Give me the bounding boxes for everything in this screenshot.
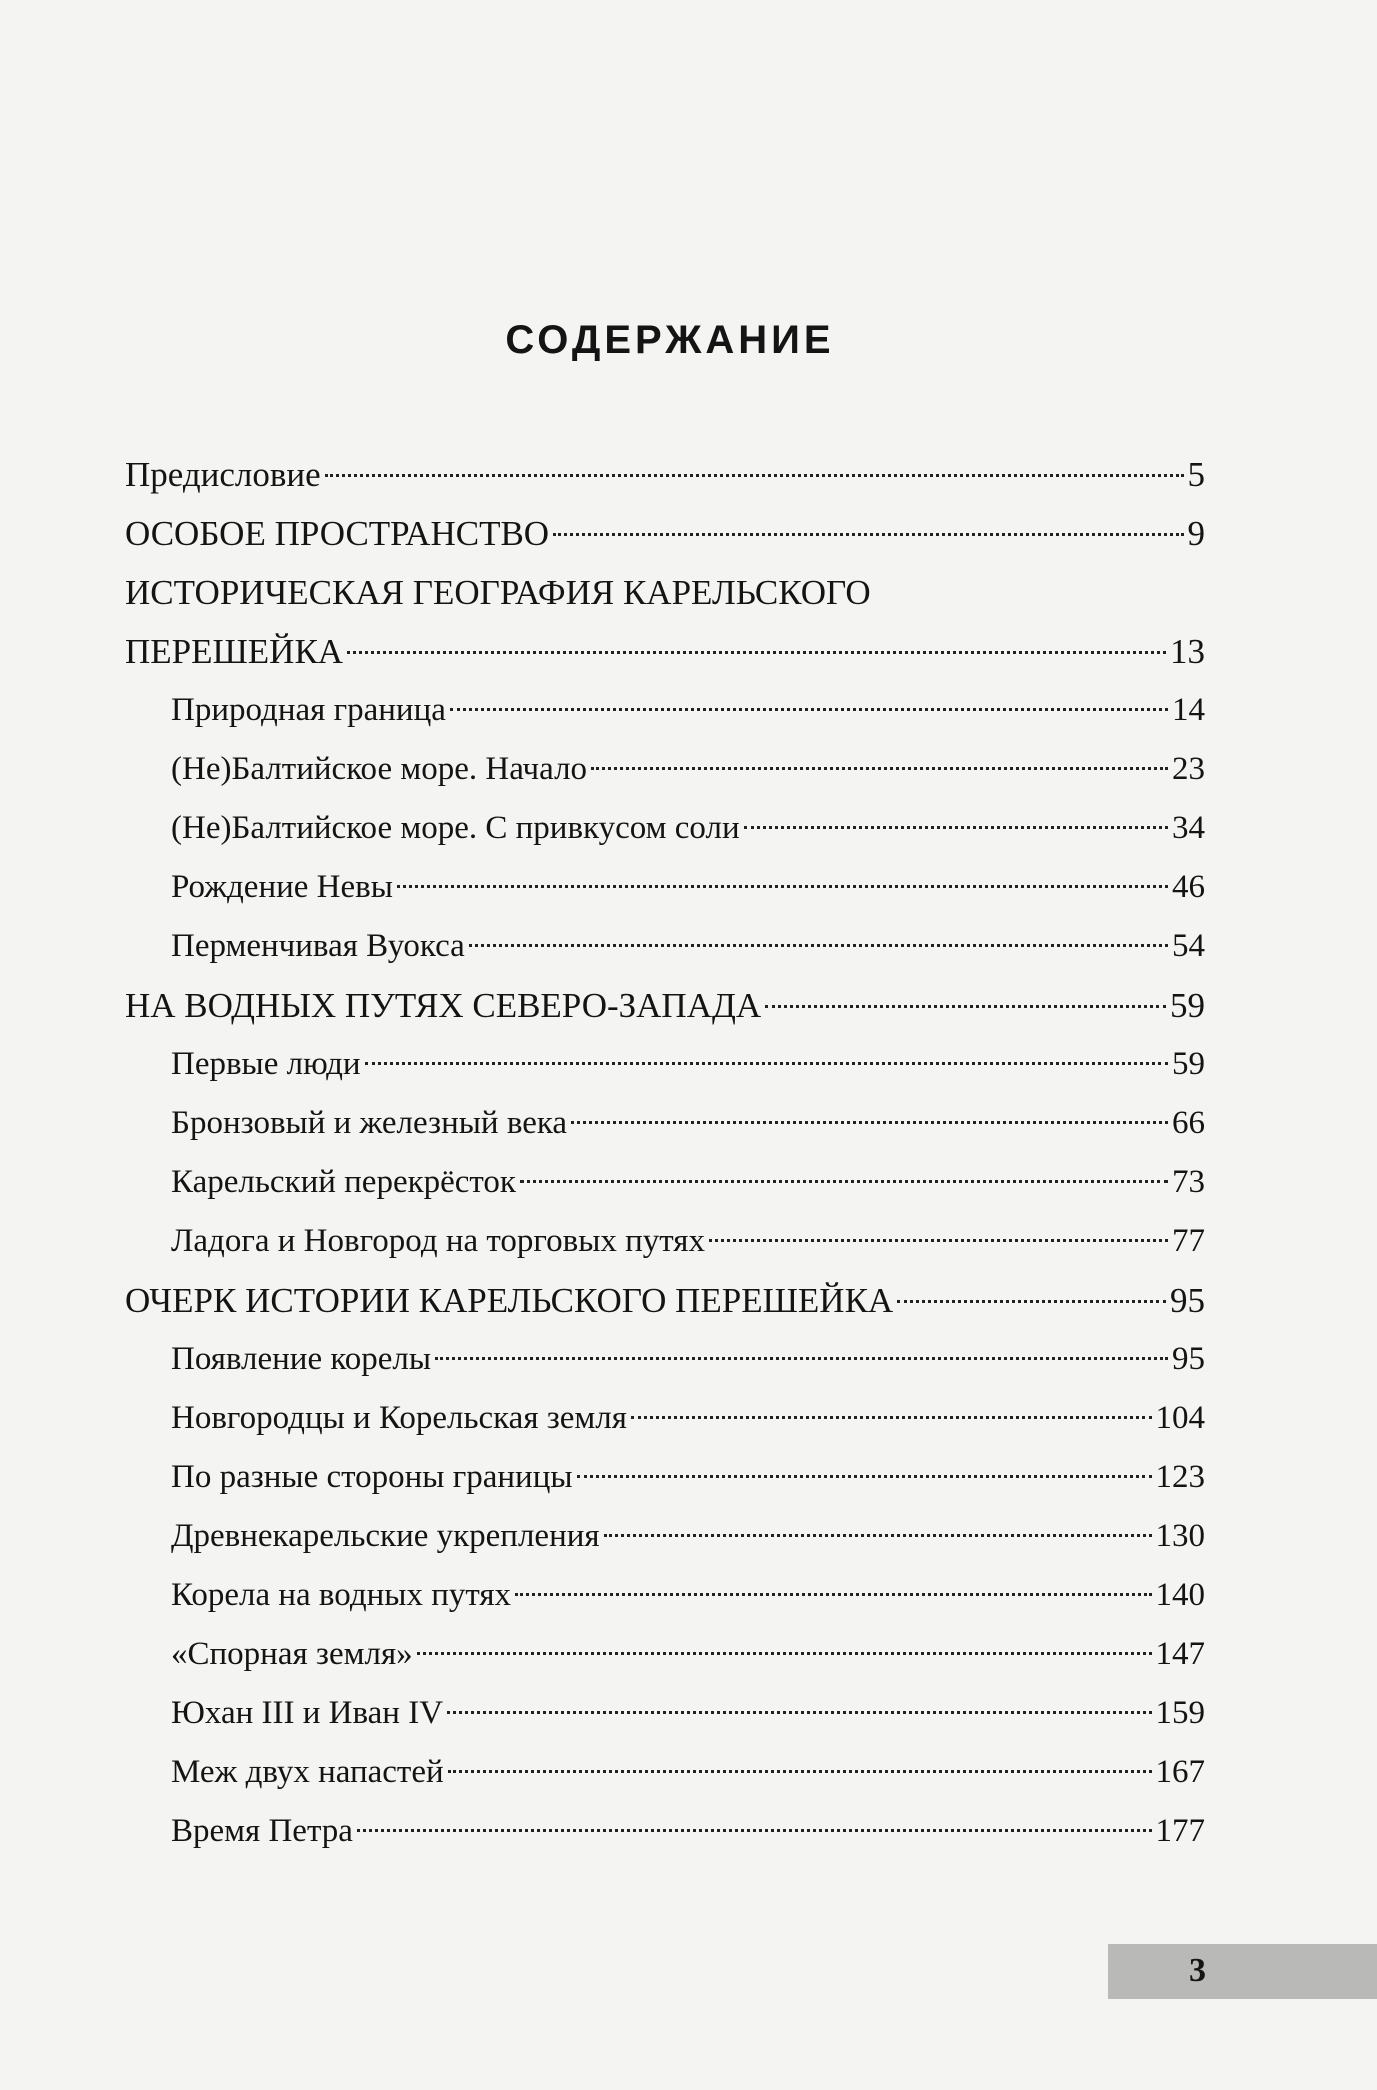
toc-entry-title: Меж двух напастей <box>171 1754 444 1790</box>
toc-entry-title: Ладога и Новгород на торговых путях <box>171 1223 705 1259</box>
toc-entry-page: 123 <box>1155 1459 1205 1495</box>
toc-entry-title: Новгородцы и Корельская земля <box>171 1400 627 1436</box>
dot-leader <box>357 1829 1152 1832</box>
dot-leader <box>397 885 1168 888</box>
dot-leader <box>520 1180 1168 1183</box>
toc-entry-history-essay <box>125 1271 1205 1330</box>
toc-entry-title: Корела на водных путях <box>171 1577 512 1613</box>
toc-entry-title: ОЧЕРК ИСТОРИИ КАРЕЛЬСКОГО ПЕРЕШЕЙКА <box>125 1281 894 1320</box>
dot-leader <box>577 1475 1152 1478</box>
toc-entry-waterways <box>125 976 1205 1035</box>
dot-leader <box>591 767 1168 770</box>
toc-entry-page: 95 <box>1170 1281 1205 1320</box>
toc-entry-page: 5 <box>1187 455 1205 494</box>
toc-entry-page: 104 <box>1155 1400 1205 1436</box>
toc-subentry <box>125 917 1205 976</box>
dot-leader <box>469 944 1168 947</box>
toc-entry-title: Предисловие <box>125 455 321 494</box>
toc-subentry <box>125 858 1205 917</box>
toc-entry-title: Рождение Невы <box>171 869 393 905</box>
toc-entry-title: ИСТОРИЧЕСКАЯ ГЕОГРАФИЯ КАРЕЛЬСКОГО <box>125 573 871 612</box>
toc-entry-title: Время Петра <box>171 1813 353 1849</box>
toc-entry-page: 13 <box>1170 632 1205 671</box>
dot-leader <box>515 1593 1151 1596</box>
toc-entry-page: 34 <box>1172 810 1205 846</box>
dot-leader <box>447 1711 1151 1714</box>
toc-entry-page: 140 <box>1155 1577 1205 1613</box>
toc-subentry <box>125 1212 1205 1271</box>
toc-subentry <box>125 1330 1205 1389</box>
toc-entry-page: 9 <box>1187 514 1205 553</box>
toc-entry-title: (Не)Балтийское море. Начало <box>171 751 588 787</box>
page-number-bar <box>1108 1944 1377 1999</box>
toc-entry-page: 167 <box>1155 1754 1205 1790</box>
toc-entry-title: Юхан III и Иван IV <box>171 1695 444 1731</box>
toc-entry-title: По разные стороны границы <box>171 1459 573 1495</box>
toc-entry-page: 59 <box>1170 986 1205 1025</box>
toc-entry-preface <box>125 445 1205 504</box>
toc-entry-title: Первые люди <box>171 1046 361 1082</box>
dot-leader <box>571 1121 1168 1124</box>
toc-entry-title: ПЕРЕШЕЙКА <box>125 632 344 671</box>
dot-leader <box>604 1534 1152 1537</box>
toc-entry-title: ОСОБОЕ ПРОСТРАНСТВО <box>125 514 550 553</box>
toc-subentry <box>125 1448 1205 1507</box>
toc-entry-page: 73 <box>1172 1164 1205 1200</box>
toc-entry-page: 46 <box>1172 869 1205 905</box>
toc-entry-title: «Спорная земля» <box>171 1636 413 1672</box>
toc-entry-title: Появление корелы <box>171 1341 432 1377</box>
toc-subentry <box>125 681 1205 740</box>
toc-subentry <box>125 740 1205 799</box>
toc-entry-title: (Не)Балтийское море. С привкусом соли <box>171 810 740 846</box>
dot-leader <box>744 826 1168 829</box>
toc-entry-page: 159 <box>1155 1695 1205 1731</box>
dot-leader <box>325 474 1184 477</box>
toc-entry-special-space <box>125 504 1205 563</box>
toc-entry-historical-geography-line2 <box>125 622 1205 681</box>
toc-entry-page: 23 <box>1172 751 1205 787</box>
dot-leader <box>631 1416 1152 1419</box>
toc-subentry <box>125 1035 1205 1094</box>
toc-entry-page: 147 <box>1155 1636 1205 1672</box>
toc-entry-page: 177 <box>1155 1813 1205 1849</box>
dot-leader <box>553 533 1183 536</box>
page-title: СОДЕРЖАНИЕ <box>505 318 835 362</box>
dot-leader <box>765 1005 1166 1008</box>
toc-entry-title: Древнекарельские укрепления <box>171 1518 600 1554</box>
dot-leader <box>417 1652 1152 1655</box>
dot-leader <box>897 1300 1166 1303</box>
dot-leader <box>435 1357 1168 1360</box>
toc-subentry <box>125 1566 1205 1625</box>
toc-entry-page: 66 <box>1172 1105 1205 1141</box>
toc-subentry <box>125 1743 1205 1802</box>
toc-entry-page: 59 <box>1172 1046 1205 1082</box>
toc-subentry <box>125 799 1205 858</box>
toc-entry-page: 14 <box>1172 692 1205 728</box>
toc-entry-page: 95 <box>1172 1341 1205 1377</box>
toc-entry-page: 54 <box>1172 928 1205 964</box>
toc-subentry <box>125 1094 1205 1153</box>
toc-entry-title: НА ВОДНЫХ ПУТЯХ СЕВЕРО-ЗАПАДА <box>125 986 762 1025</box>
toc-entry-title: Бронзовый и железный века <box>171 1105 568 1141</box>
toc-entry-title: Природная граница <box>171 692 446 728</box>
toc-entry-page: 130 <box>1155 1518 1205 1554</box>
dot-leader <box>709 1239 1168 1242</box>
toc-subentry <box>125 1625 1205 1684</box>
toc-entry-page: 77 <box>1172 1223 1205 1259</box>
table-of-contents <box>125 445 1205 1861</box>
dot-leader <box>448 1770 1152 1773</box>
toc-subentry <box>125 1684 1205 1743</box>
toc-subentry <box>125 1507 1205 1566</box>
toc-entry-historical-geography-line1 <box>125 563 1205 622</box>
toc-subentry <box>125 1153 1205 1212</box>
toc-subentry <box>125 1802 1205 1861</box>
toc-entry-title: Карельский перекрёсток <box>171 1164 516 1200</box>
toc-entry-title: Перменчивая Вуокса <box>171 928 465 964</box>
dot-leader <box>365 1062 1168 1065</box>
toc-subentry <box>125 1389 1205 1448</box>
dot-leader <box>347 651 1166 654</box>
page-number: 3 <box>1189 1952 1206 1989</box>
dot-leader <box>450 708 1168 711</box>
